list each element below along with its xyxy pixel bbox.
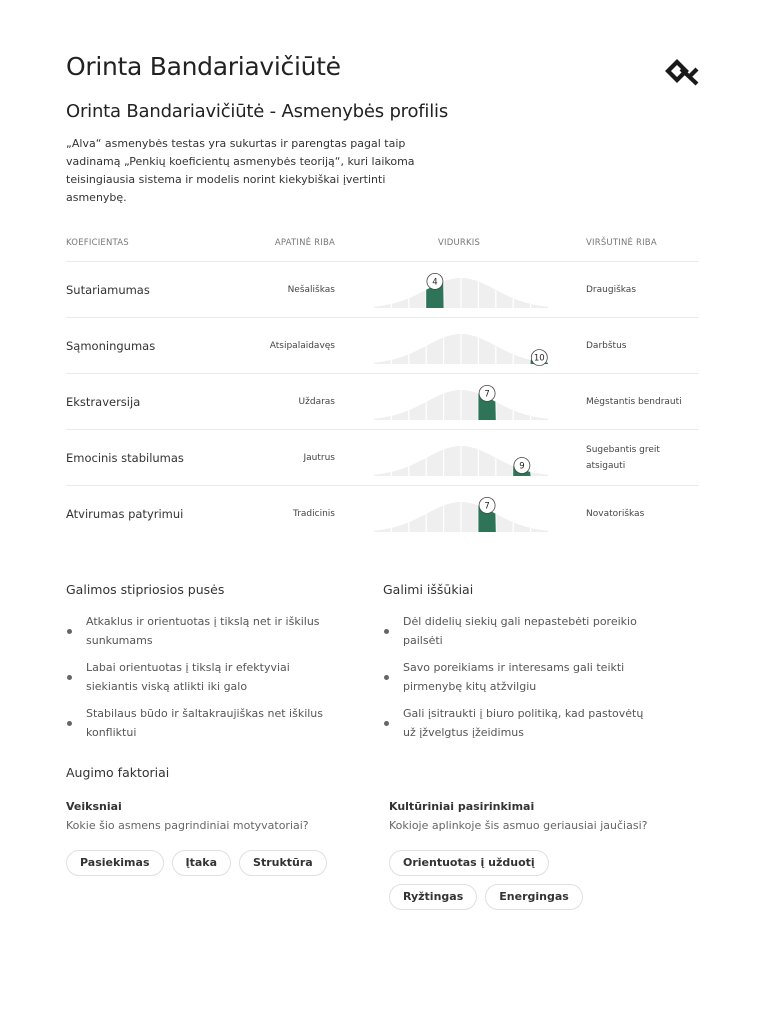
score-value: 9 xyxy=(519,461,525,472)
high-label: Novatoriškas xyxy=(586,508,645,519)
challenges-list xyxy=(383,612,653,750)
growth-title: Augimo faktoriai xyxy=(66,765,170,780)
trait-name: Emocinis stabilumas xyxy=(66,450,184,465)
strengths-list xyxy=(66,612,336,750)
score-curve xyxy=(374,494,548,532)
list-item xyxy=(383,704,653,742)
culture-title: Kultūriniai pasirinkimai xyxy=(389,800,535,813)
high-label: Sugebantis greit atsigauti xyxy=(586,444,660,471)
chip: Ryžtingas xyxy=(389,884,477,910)
score-value: 4 xyxy=(432,277,438,288)
alva-diamond-logo-icon xyxy=(664,56,700,86)
score-curve xyxy=(374,438,548,476)
chip: Įtaka xyxy=(172,850,232,876)
chip: Energingas xyxy=(485,884,583,910)
high-label: Mėgstantis bendrauti xyxy=(586,396,682,407)
chip: Orientuotas į užduotį xyxy=(389,850,549,876)
culture-chips xyxy=(389,850,629,910)
list-item xyxy=(66,704,336,742)
drivers-chips xyxy=(66,850,366,876)
high-label: Draugiškas xyxy=(586,284,637,295)
drivers-question: Kokie šio asmens pagrindiniai motyvatoriai? xyxy=(66,819,309,832)
header-low: APATINĖ RIBA xyxy=(274,238,335,248)
table-header xyxy=(66,238,699,252)
list-item-text: Labai orientuotas į tikslą ir efektyviai siekiantis viską atlikti iki galo xyxy=(86,661,290,693)
culture-question: Kokioje aplinkoje šis asmuo geriausiai jaučiasi? xyxy=(389,819,648,832)
chip: Pasiekimas xyxy=(66,850,164,876)
intro-paragraph: „Alva“ asmenybės testas yra sukurtas ir parengtas pagal taip vadinamą „Penkių koeficientų asmenybės teoriją“, kuri laikoma teisingiausia sistema ir modelis norint kiekybiškai įvertinti asmenybę. xyxy=(66,137,415,204)
chip: Struktūra xyxy=(239,850,327,876)
page-title: Orinta Bandariavičiūtė - Asmenybės profilis xyxy=(66,101,449,122)
trait-name: Sąmoningumas xyxy=(66,338,156,353)
trait-name: Sutariamumas xyxy=(66,282,150,297)
bullet-icon xyxy=(384,721,389,726)
score-curve xyxy=(374,270,548,308)
score-value: 7 xyxy=(484,389,490,400)
list-item xyxy=(66,658,336,696)
list-item xyxy=(66,612,336,650)
trait-row xyxy=(66,429,699,485)
person-name: Orinta Bandariavičiūtė xyxy=(66,52,341,81)
strengths-title: Galimos stipriosios pusės xyxy=(66,582,225,597)
bullet-icon xyxy=(384,629,389,634)
bullet-icon xyxy=(67,629,72,634)
low-label: Uždaras xyxy=(298,396,335,407)
list-item xyxy=(383,658,653,696)
list-item-text: Stabilaus būdo ir šaltakraujiškas net iškilus konfliktui xyxy=(86,707,324,739)
header-high: VIRŠUTINĖ RIBA xyxy=(586,238,657,248)
bullet-icon xyxy=(67,721,72,726)
score-value: 10 xyxy=(533,353,545,364)
trait-row xyxy=(66,317,699,373)
score-curve xyxy=(374,382,548,420)
low-label: Jautrus xyxy=(303,452,335,463)
list-item xyxy=(383,612,653,650)
bullet-icon xyxy=(67,675,72,680)
list-item-text: Gali įsitraukti į biuro politiką, kad pastovėtų už įžvelgtus įžeidimus xyxy=(403,707,644,739)
high-label: Darbštus xyxy=(586,340,627,351)
trait-row xyxy=(66,373,699,429)
score-curve xyxy=(374,326,548,364)
challenges-title: Galimi iššūkiai xyxy=(383,582,474,597)
list-item-text: Savo poreikiams ir interesams gali teikti pirmenybę kitų atžvilgiu xyxy=(403,661,625,693)
low-label: Atsipalaidavęs xyxy=(269,340,335,351)
drivers-title: Veiksniai xyxy=(66,800,122,813)
trait-row xyxy=(66,261,699,317)
score-value: 7 xyxy=(484,501,490,512)
header-coefficient: KOEFICIENTAS xyxy=(66,238,129,248)
list-item-text: Atkaklus ir orientuotas į tikslą net ir iškilus sunkumams xyxy=(86,615,320,647)
header-mid: VIDURKIS xyxy=(438,238,481,248)
trait-name: Ekstraversija xyxy=(66,394,141,409)
list-item-text: Dėl didelių siekių gali nepastebėti poreikio pailsėti xyxy=(403,615,637,647)
trait-name: Atvirumas patyrimui xyxy=(66,506,184,521)
low-label: Tradicinis xyxy=(293,508,335,519)
bullet-icon xyxy=(384,675,389,680)
low-label: Nešališkas xyxy=(287,284,335,295)
trait-row xyxy=(66,485,699,541)
